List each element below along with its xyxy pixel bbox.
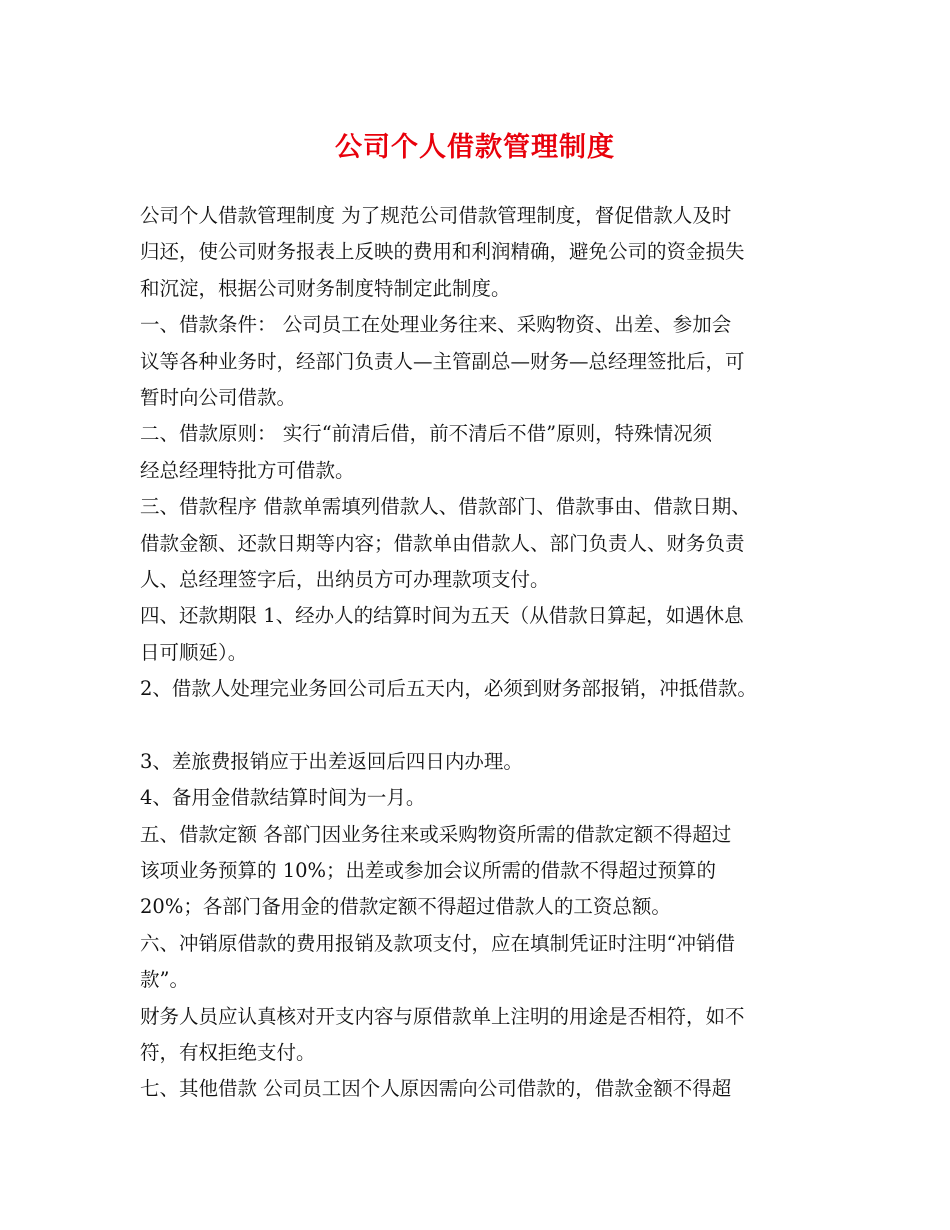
text-line: 归还，使公司财务报表上反映的费用和利润精确，避免公司的资金损失 [140,240,745,264]
text-line: 经总经理特批方可借款。 [140,458,355,482]
text-line: 议等各种业务时，经部门负责人—主管副总—财务—总经理签批后，可 [140,349,745,373]
text-line: 4、备用金借款结算时间为一月。 [140,786,426,810]
text-line: 3、差旅费报销应于出差返回后四日内办理。 [140,749,523,773]
text-line: 一、借款条件： 公司员工在处理业务往来、采购物资、出差、参加会 [140,313,732,337]
document-body [140,198,820,1108]
text-line: 七、其他借款 公司员工因个人原因需向公司借款的，借款金额不得超 [140,1077,732,1101]
text-line: 暂时向公司借款。 [140,385,297,409]
text-line: 20%；各部门备用金的借款定额不得超过借款人的工资总额。 [140,895,671,919]
text-line: 2、借款人处理完业务回公司后五天内，必须到财务部报销，冲抵借款。 [140,677,757,701]
text-line: 三、借款程序 借款单需填列借款人、借款部门、借款事由、借款日期、 [140,495,751,519]
text-line: 符，有权拒绝支付。 [140,1040,316,1064]
text-line: 和沉淀，根据公司财务制度特制定此制度。 [140,276,511,300]
text-line: 二、借款原则： 实行“前清后借，前不清后不借”原则，特殊情况须 [140,422,713,446]
text-line: 日可顺延）。 [140,640,248,664]
text-line: 四、还款期限 1、经办人的结算时间为五天（从借款日算起，如遇休息 [140,604,744,628]
blank-line [140,707,820,743]
text-line: 款”。 [140,968,189,992]
text-line: 借款金额、还款日期等内容；借款单由借款人、部门负责人、财务负责 [140,531,745,555]
text-line: 六、冲销原借款的费用报销及款项支付，应在填制凭证时注明“冲销借 [140,931,735,955]
text-line: 人、总经理签字后，出纳员方可办理款项支付。 [140,567,550,591]
text-line: 公司个人借款管理制度 为了规范公司借款管理制度，督促借款人及时 [140,204,732,227]
text-line: 财务人员应认真核对开支内容与原借款单上注明的用途是否相符，如不 [140,1004,745,1028]
text-line: 该项业务预算的 10%；出差或参加会议所需的借款不得超过预算的 [140,859,717,883]
document-title: 公司个人借款管理制度 [335,132,615,163]
text-line: 五、借款定额 各部门因业务往来或采购物资所需的借款定额不得超过 [140,822,732,846]
